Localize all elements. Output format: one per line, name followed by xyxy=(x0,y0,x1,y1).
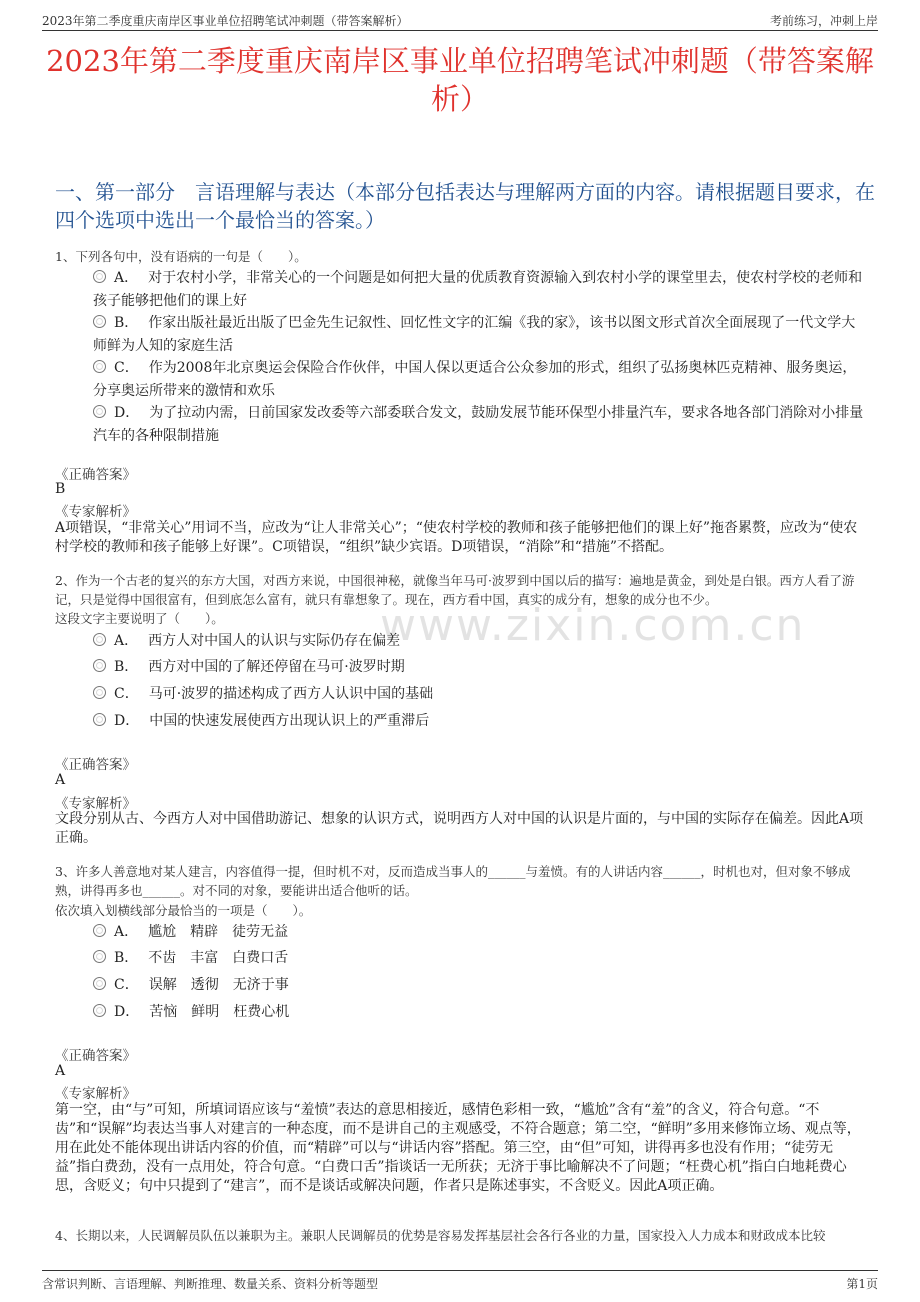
radio-icon[interactable] xyxy=(93,977,106,990)
question-2-option-d[interactable] xyxy=(93,710,868,733)
radio-icon[interactable] xyxy=(93,659,106,672)
option-text: 西方对中国的了解还停留在马可·波罗时期 xyxy=(148,659,405,675)
document-title: 2023年第二季度重庆南岸区事业单位招聘笔试冲刺题（带答案解析） xyxy=(46,44,874,116)
analysis-label: 《专家解析》 xyxy=(55,504,136,520)
header-title: 2023年第二季度重庆南岸区事业单位招聘笔试冲刺题（带答案解析） xyxy=(42,14,409,28)
radio-icon[interactable] xyxy=(93,633,106,646)
question-2-stem: 2、作为一个古老的复兴的东方大国，对西方来说，中国很神秘，就像当年马可·波罗到中国以后的描写：遍地是黄金，到处是白银。西方人看了游记，只是觉得中国很富有，但到底怎么富有，就只有靠想象了。现在，西方看中国，真实的成分有，想象的成分也不少。 xyxy=(55,573,855,607)
header-slogan: 考前练习，冲刺上岸 xyxy=(769,14,878,28)
page-number: 第1页 xyxy=(846,1277,878,1291)
running-header xyxy=(42,8,878,31)
option-text: 西方人对中国人的认识与实际仍存在偏差 xyxy=(148,633,401,649)
option-letter: D． xyxy=(114,405,140,421)
question-3-prompt: 依次填入划横线部分最恰当的一项是（ ）。 xyxy=(55,903,312,918)
option-letter: C． xyxy=(114,977,139,993)
option-letter: A． xyxy=(114,924,139,940)
radio-icon[interactable] xyxy=(93,360,106,373)
question-3-option-a[interactable] xyxy=(93,921,868,944)
analysis-text: A项错误，“非常关心”用词不当，应改为“让人非常关心”；“使农村学校的教师和孩子能够把他们的课上好”拖沓累赘，应改为“使农村学校的教师和孩子能够上好课”。C项错误，“组织”缺少宾语。D项错误，“消除”和“措施”不搭配。 xyxy=(55,520,858,555)
watermark: www.zixin.com.cn xyxy=(380,600,806,651)
question-2-option-c[interactable] xyxy=(93,683,868,706)
radio-icon[interactable] xyxy=(93,686,106,699)
answer-value: A xyxy=(55,1063,66,1079)
option-text: 苦恼 鲜明 枉费心机 xyxy=(149,1004,290,1020)
option-text: 作为2008年北京奥运会保险合作伙伴，中国人保以更适合公众参加的形式，组织了弘扬奥林匹克精神、服务奥运，分享奥运所带来的激情和欢乐 xyxy=(93,360,857,399)
radio-icon[interactable] xyxy=(93,950,106,963)
answer-label: 《正确答案》 xyxy=(55,757,136,773)
radio-icon[interactable] xyxy=(93,270,106,283)
option-letter: D． xyxy=(114,1004,140,1020)
page-footer xyxy=(42,1270,878,1293)
question-1-option-c[interactable] xyxy=(93,357,868,403)
question-2-prompt: 这段文字主要说明了（ ）。 xyxy=(55,611,224,626)
question-1-option-a[interactable] xyxy=(93,267,868,313)
option-text: 误解 透彻 无济于事 xyxy=(148,977,289,993)
question-3-stem: 3、许多人善意地对某人建言，内容值得一提，但时机不对，反而造成当事人的______与羞愤。有的人讲话内容______，时机也对，但对象不够成熟，讲得再多也______。对不同的对象，要能讲出适合他听的话。 xyxy=(55,864,851,898)
radio-icon[interactable] xyxy=(93,315,106,328)
option-letter: C． xyxy=(114,360,139,376)
radio-icon[interactable] xyxy=(93,924,106,937)
option-text: 不齿 丰富 白费口舌 xyxy=(148,950,289,966)
radio-icon[interactable] xyxy=(93,405,106,418)
question-4-stem: 4、长期以来，人民调解员队伍以兼职为主。兼职人民调解员的优势是容易发挥基层社会各行各业的力量，国家投入人力成本和财政成本比较 xyxy=(55,1228,826,1243)
section-heading: 一、第一部分 言语理解与表达（本部分包括表达与理解两方面的内容。请根据题目要求，在四个选项中选出一个最恰当的答案。） xyxy=(55,180,875,232)
question-1-option-d[interactable] xyxy=(93,402,868,448)
question-2-option-a[interactable] xyxy=(93,630,868,653)
option-letter: D． xyxy=(114,713,140,729)
option-text: 马可·波罗的描述构成了西方人认识中国的基础 xyxy=(148,686,434,702)
analysis-label: 《专家解析》 xyxy=(55,796,136,812)
option-letter: A． xyxy=(114,270,139,286)
option-text: 作家出版社最近出版了巴金先生记叙性、回忆性文字的汇编《我的家》，该书以图文形式首次全面展现了一代文学大师鲜为人知的家庭生活 xyxy=(93,315,856,354)
question-3-option-c[interactable] xyxy=(93,974,868,997)
answer-value: B xyxy=(55,481,66,497)
option-letter: B． xyxy=(114,950,139,966)
question-1-stem: 1、下列各句中，没有语病的一句是（ ）。 xyxy=(55,249,307,264)
option-text: 中国的快速发展使西方出现认识上的严重滞后 xyxy=(149,713,430,729)
option-letter: B． xyxy=(114,315,139,331)
question-2-option-b[interactable] xyxy=(93,656,868,679)
option-text: 尴尬 精辟 徒劳无益 xyxy=(148,924,289,940)
option-letter: A． xyxy=(114,633,139,649)
analysis-label: 《专家解析》 xyxy=(55,1086,136,1102)
footer-note: 含常识判断、言语理解、判断推理、数量关系、资料分析等题型 xyxy=(42,1277,379,1291)
answer-value: A xyxy=(55,772,66,788)
question-1-option-b[interactable] xyxy=(93,312,868,358)
question-3-option-d[interactable] xyxy=(93,1001,868,1024)
answer-label: 《正确答案》 xyxy=(55,1048,136,1064)
question-3-option-b[interactable] xyxy=(93,947,868,970)
option-text: 对于农村小学，非常关心的一个问题是如何把大量的优质教育资源输入到农村小学的课堂里去，使农村学校的老师和孩子能够把他们的课上好 xyxy=(93,270,863,309)
option-text: 为了拉动内需，日前国家发改委等六部委联合发文，鼓励发展节能环保型小排量汽车，要求各地各部门消除对小排量汽车的各种限制措施 xyxy=(93,405,864,444)
radio-icon[interactable] xyxy=(93,713,106,726)
option-letter: B． xyxy=(114,659,139,675)
answer-label: 《正确答案》 xyxy=(55,467,136,483)
option-letter: C． xyxy=(114,686,139,702)
analysis-text: 文段分别从古、今西方人对中国借助游记、想象的认识方式，说明西方人对中国的认识是片面的，与中国的实际存在偏差。因此A项正确。 xyxy=(55,811,864,846)
analysis-text: 第一空，由“与”可知，所填词语应该与“羞愤”表达的意思相接近，感情色彩相一致，“尴尬”含有“羞”的含义，符合句意。“不齿”和“误解”均表达当事人对建言的一种态度，而不是讲自己的主观感受，不符合题意；第二空，“鲜明”多用来修饰立场、观点等，用在此处不能体现出讲话内容的价值，而“精辟”可以与“讲话内容”搭配。第三空，由“但”可知，讲得再多也没有作用；“徒劳无益”指白费劲，没有一点用处，符合句意。“白费口舌”指谈话一无所获；无济于事比喻解决不了问题；“枉费心机”指白白地耗费心思，含贬义；句中只提到了“建言”，而不是谈话或解决问题，作者只是陈述事实，不含贬义。因此A项正确。 xyxy=(55,1102,861,1194)
radio-icon[interactable] xyxy=(93,1004,106,1017)
